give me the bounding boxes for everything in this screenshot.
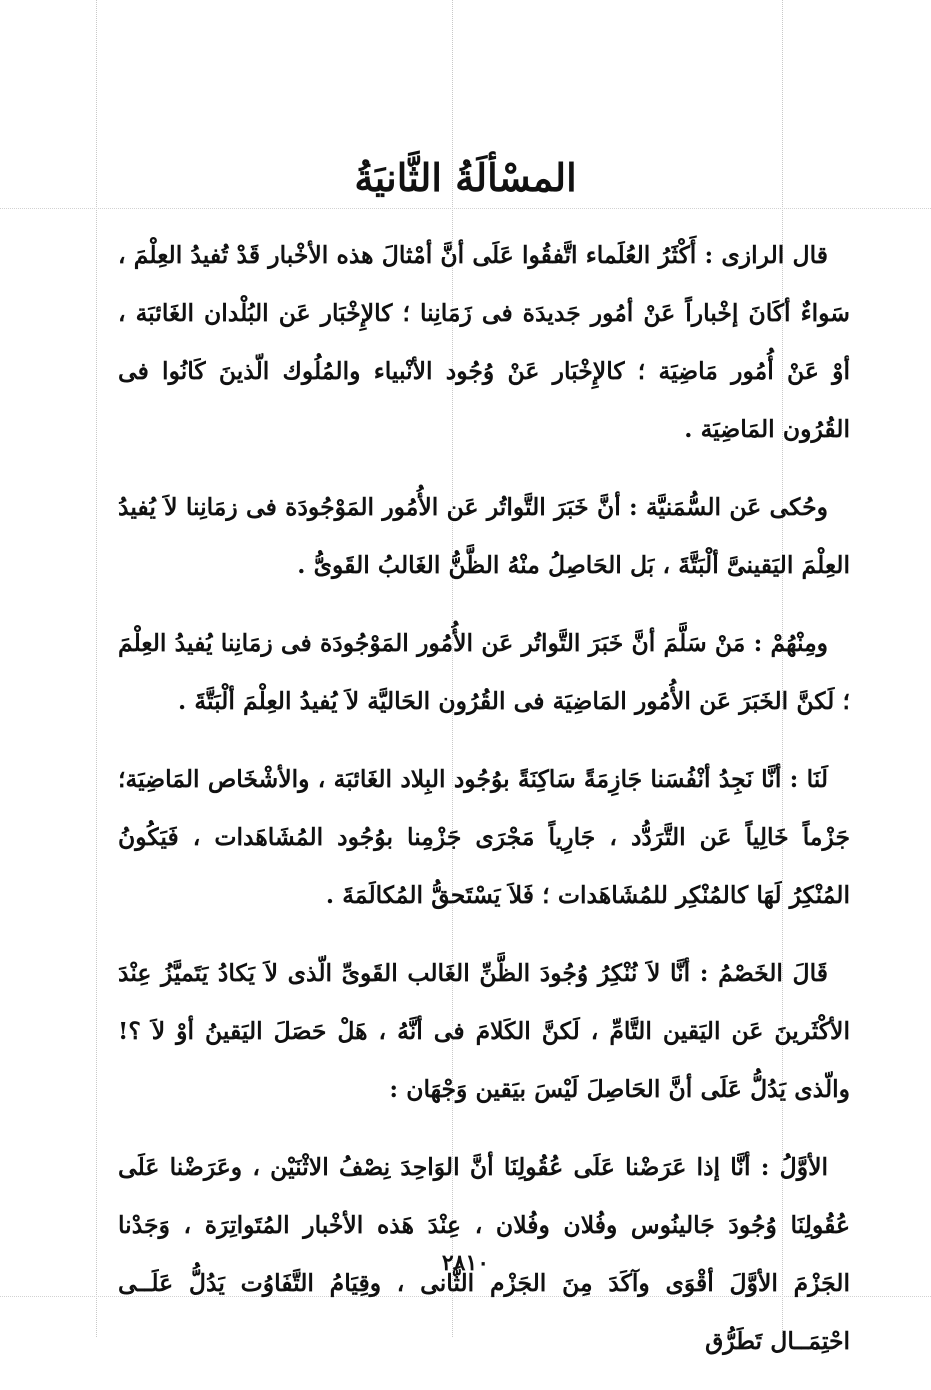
page-number: ٢٨١٠: [441, 1250, 490, 1276]
paragraph: الأوَّلُ : أنَّا إذا عَرَضْنا عَلَى عُقُولِنَا أنَّ الوَاحِدَ نِصْفُ الاثْنَيْن ، وعَرَضْنا عَلَى عُقُولِنَا وُجُودَ جَالينُوس وفُلان وفُلان ، عِنْدَ هَذه الأخْبار المُتَواتِرَة ، وَجَدْنا الجَزْمَ الأوَّلَ أقْوَى وآكَدَ مِنَ الجَزْم الثَّانى ، وقِيَامُ التَّفَاوُت يَدُلُّ عَلَــى احْتِمَــال تَطَرُّق: [118, 1153, 850, 1355]
chapter-title: المسْألَةُ الثَّانيَةُ: [354, 155, 577, 200]
paragraph: ومِنْهُمْ : مَنْ سَلَّمَ أنَّ خَبَرَ التَّواتُر عَن الأُمُور المَوْجُودَة فى زمَانِنا يُفيدُ العِلْمَ ؛ لَكنَّ الخَبَرَ عَن الأُمُور المَاضِيَة فى القُرُون الحَاليَّة لاَ يُفيدُ العِلْمَ ألْبَتَّةَ .: [118, 629, 850, 715]
paragraph: وحُكى عَن السُّمَنيَّة : أنَّ خَبَرَ التَّواتُر عَن الأُمُور المَوْجُودَة فى زمَانِنا لاَ يُفيدُ العِلْمَ اليَقينىَّ ألْبَتَّةَ ، بَل الحَاصِلُ منْهُ الظَّنُّ الغَالبُ القَوىُّ .: [118, 493, 850, 579]
paragraph: قَالَ الخَصْمُ : أنَّا لاَ نُنْكِرُ وُجُودَ الظَّنِّ الغَالب القَوىِّ الّذى لاَ يَكادُ يَتَميَّزُ عِنْدَ الأكْثَرينَ عَن اليَقين التَّامِّ ، لَكنَّ الكَلامَ فى أنَّهُ ، هَلْ حَصَلَ اليَقينُ أوْ لاَ ؟! والّذى يَدُلُّ عَلَى أنَّ الحَاصِلَ لَيْسَ بيَقين وَجْهَان :: [118, 959, 850, 1103]
paragraph: لَنَا : أنَّا نَجِدُ أنْفُسَنا جَازِمَةً سَاكِنَةً بوُجُود البِلاد الغَائبَة ، والأشْخَاص المَاضِيَة؛ جَزْماً خَالِياً عَن التَّرَدُّد ، جَارِياً مَجْرَى جَزْمِنا بوُجُود المُشَاهَدات ، فَيَكُونُ المُنْكِرُ لَهَا كالمُنْكِر للمُشَاهَدات ؛ فَلاَ يَسْتَحقُّ المُكالَمَةَ .: [118, 765, 850, 909]
scan-artifact-line: [0, 208, 931, 209]
paragraph: قال الرازى : أَكْثَرُ العُلَماء اتَّفقُوا عَلَى أنَّ أمْثالَ هذه الأخْبار قَدْ تُفيدُ العِلْمَ ، سَواءٌ أكَانَ إخْباراً عَنْ أمُور جَديدَة فى زَمَانِنا ؛ كالإِخْبَار عَن البُلْدان الغَائبَة ، أوْ عَنْ أُمُور مَاضِيَة ؛ كالإِخْبَار عَنْ وُجُود الأنْبياء والمُلُوك الّذينَ كَانُوا فى القُرُون المَاضِيَة .: [118, 241, 850, 443]
body-text: [118, 226, 850, 1390]
